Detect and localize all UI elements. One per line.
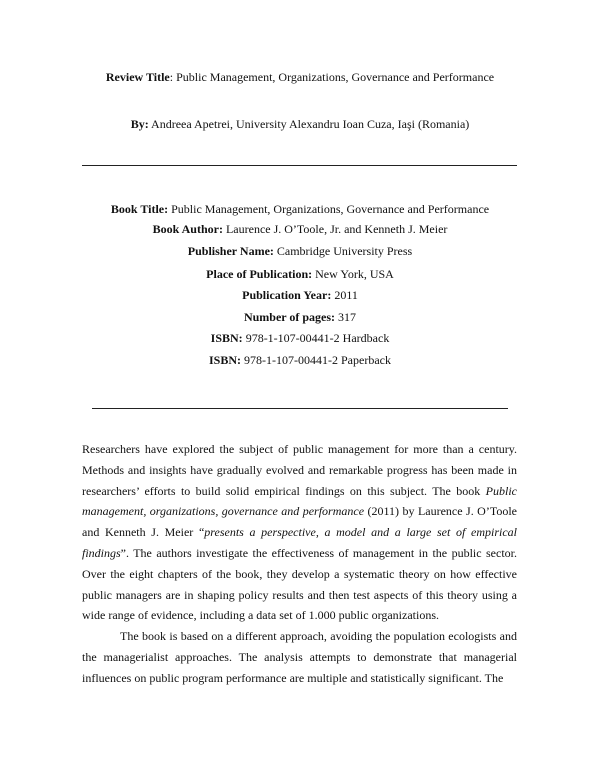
book-author	[0, 221, 600, 237]
place-of-publication	[0, 266, 600, 282]
year-label: Publication Year:	[242, 288, 332, 302]
review-title-value: : Public Management, Organizations, Governance and Performance	[169, 70, 495, 84]
book-title	[0, 201, 600, 217]
isbn-hardback	[0, 330, 600, 346]
book-author-value: Laurence J. O’Toole, Jr. and Kenneth J. Meier	[222, 222, 448, 236]
isbn-hardback-value: 978-1-107-00441-2 Hardback	[242, 331, 390, 345]
byline-value: Andreea Apetrei, University Alexandru Ioan Cuza, Iaşi (Romania)	[148, 117, 470, 131]
book-author-label: Book Author:	[152, 222, 223, 236]
publisher-value: Cambridge University Press	[273, 244, 413, 258]
publication-year	[0, 287, 600, 303]
p1-text-a: Researchers have explored the subject of public management for more than a century. Methods and insights have gradually evolved and remarkable progress has been made in researchers’ efforts to build solid empirical findings on this subject. The book	[82, 442, 517, 498]
year-value: 2011	[331, 288, 358, 302]
review-title	[0, 69, 600, 85]
book-title-value: Public Management, Organizations, Governance and Performance	[168, 202, 490, 216]
publisher-name	[0, 243, 600, 259]
isbn-paperback-label: ISBN:	[209, 353, 242, 367]
review-body	[82, 439, 517, 689]
review-title-label: Review Title	[105, 70, 170, 84]
p1-text-b: (2011) by Laurence J. O’Toole and Kenneth J. Meier “	[82, 504, 517, 540]
paragraph-1	[82, 439, 517, 626]
p1-text-c: ”. The authors investigate the effectiveness of management in the public sector. Over the eight chapters of the book, they develop a systematic theory on how effective public managers are in shaping policy results and then test aspects of this theory using a wide range of evidence, including a data set of 1.000 public organizations.	[82, 545, 517, 623]
paragraph-2: The book is based on a different approach, avoiding the population ecologists and the managerialist approaches. The analysis attempts to demonstrate that managerial influences on public program performance are multiple and statistically significant. The	[82, 629, 517, 685]
number-of-pages	[0, 309, 600, 325]
review-byline	[0, 116, 600, 132]
divider-top	[82, 165, 517, 166]
isbn-paperback-value: 978-1-107-00441-2 Paperback	[241, 353, 391, 367]
publisher-label: Publisher Name:	[187, 244, 274, 258]
isbn-paperback	[0, 352, 600, 368]
pages-value: 317	[335, 310, 357, 324]
byline-label: By:	[130, 117, 149, 131]
pages-label: Number of pages:	[243, 310, 336, 324]
divider-bottom	[92, 408, 508, 409]
p1-book-title: Public management, organizations, governance and performance	[82, 483, 517, 519]
place-label: Place of Publication:	[206, 267, 313, 281]
book-title-label: Book Title:	[110, 202, 169, 216]
p1-quote: presents a perspective, a model and a large set of empirical findings	[82, 525, 517, 560]
place-value: New York, USA	[312, 267, 394, 281]
isbn-hardback-label: ISBN:	[210, 331, 243, 345]
